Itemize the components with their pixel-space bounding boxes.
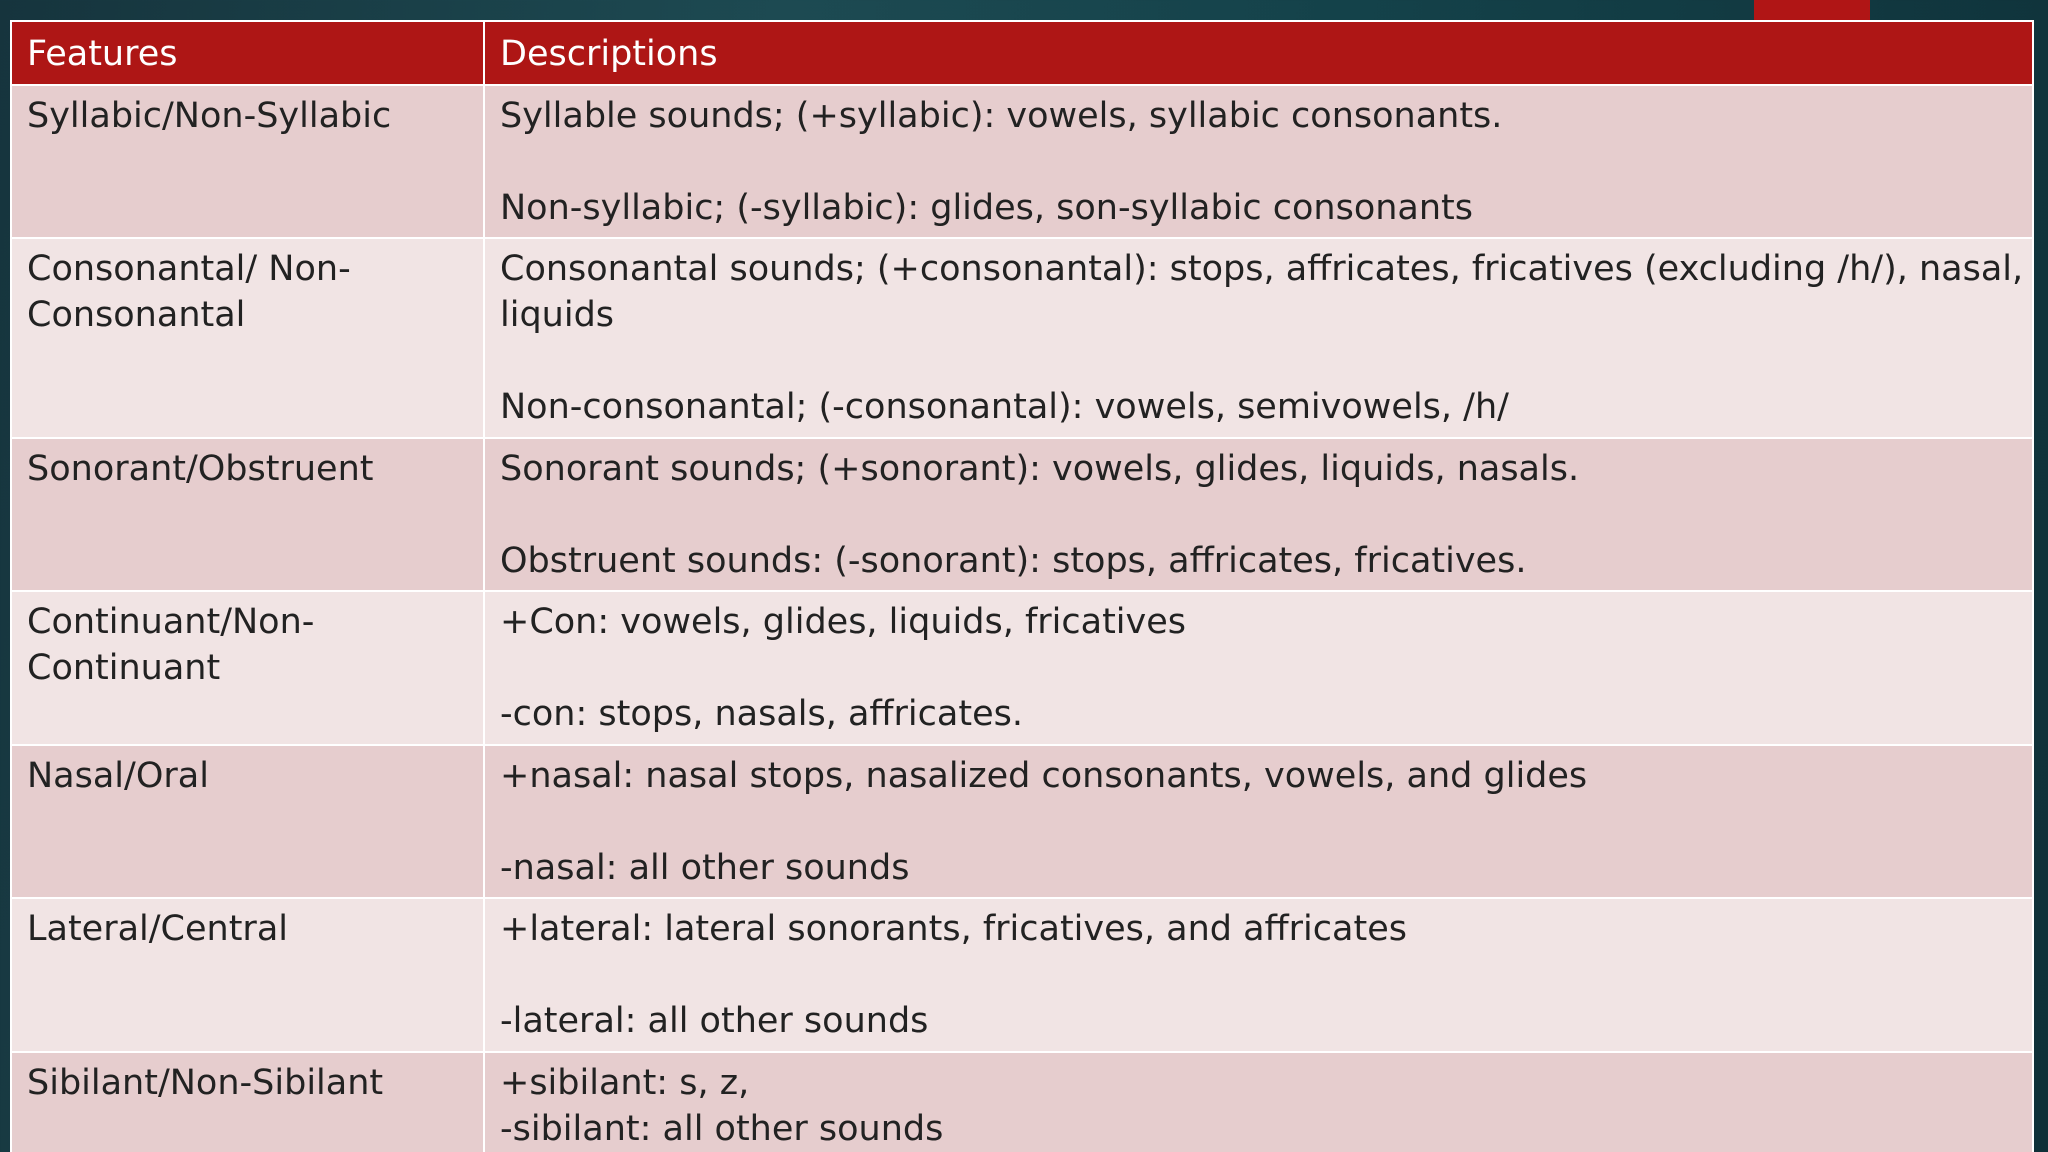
table-row xyxy=(11,898,2033,1052)
description-positive: +nasal: nasal stops, nasalized consonants, vowels, and glides xyxy=(500,756,1588,796)
description-positive: Sonorant sounds; (+sonorant): vowels, glides, liquids, nasals. xyxy=(500,449,1580,489)
description-cell xyxy=(484,438,2033,591)
header-features: Features xyxy=(11,21,484,85)
feature-cell: Sibilant/Non-Sibilant xyxy=(11,1052,484,1152)
feature-cell: Sonorant/Obstruent xyxy=(11,438,484,591)
table-row xyxy=(11,438,2033,591)
description-negative: Non-syllabic; (-syllabic): glides, son-syllabic consonants xyxy=(500,188,1474,228)
description-cell xyxy=(484,745,2033,898)
table-row xyxy=(11,1052,2033,1152)
description-negative: -sibilant: all other sounds xyxy=(500,1109,944,1149)
description-cell xyxy=(484,238,2033,438)
feature-cell: Nasal/Oral xyxy=(11,745,484,898)
description-cell xyxy=(484,1052,2033,1152)
feature-cell: Lateral/Central xyxy=(11,898,484,1052)
description-cell xyxy=(484,591,2033,745)
description-positive: Consonantal sounds; (+consonantal): stops, affricates, fricatives (excluding /h/), nasal, liquids xyxy=(500,249,2024,335)
description-negative: Obstruent sounds: (-sonorant): stops, affricates, fricatives. xyxy=(500,541,1527,581)
features-table xyxy=(10,20,2034,1152)
description-positive: Syllable sounds; (+syllabic): vowels, syllabic consonants. xyxy=(500,96,1503,136)
feature-cell: Continuant/Non-Continuant xyxy=(11,591,484,745)
description-cell xyxy=(484,898,2033,1052)
table-row xyxy=(11,745,2033,898)
description-cell xyxy=(484,85,2033,238)
description-positive: +sibilant: s, z, xyxy=(500,1063,750,1103)
description-negative: -con: stops, nasals, affricates. xyxy=(500,694,1023,734)
table-header-row xyxy=(11,21,2033,85)
table-row xyxy=(11,591,2033,745)
table-row xyxy=(11,85,2033,238)
table-row xyxy=(11,238,2033,438)
description-positive: +Con: vowels, glides, liquids, fricatives xyxy=(500,602,1187,642)
description-positive: +lateral: lateral sonorants, fricatives, and affricates xyxy=(500,909,1407,949)
feature-cell: Consonantal/ Non-Consonantal xyxy=(11,238,484,438)
description-negative: -nasal: all other sounds xyxy=(500,848,910,888)
header-descriptions: Descriptions xyxy=(484,21,2033,85)
description-negative: -lateral: all other sounds xyxy=(500,1001,929,1041)
accent-tab xyxy=(1754,0,1870,22)
feature-cell: Syllabic/Non-Syllabic xyxy=(11,85,484,238)
description-negative: Non-consonantal; (-consonantal): vowels, semivowels, /h/ xyxy=(500,387,1509,427)
